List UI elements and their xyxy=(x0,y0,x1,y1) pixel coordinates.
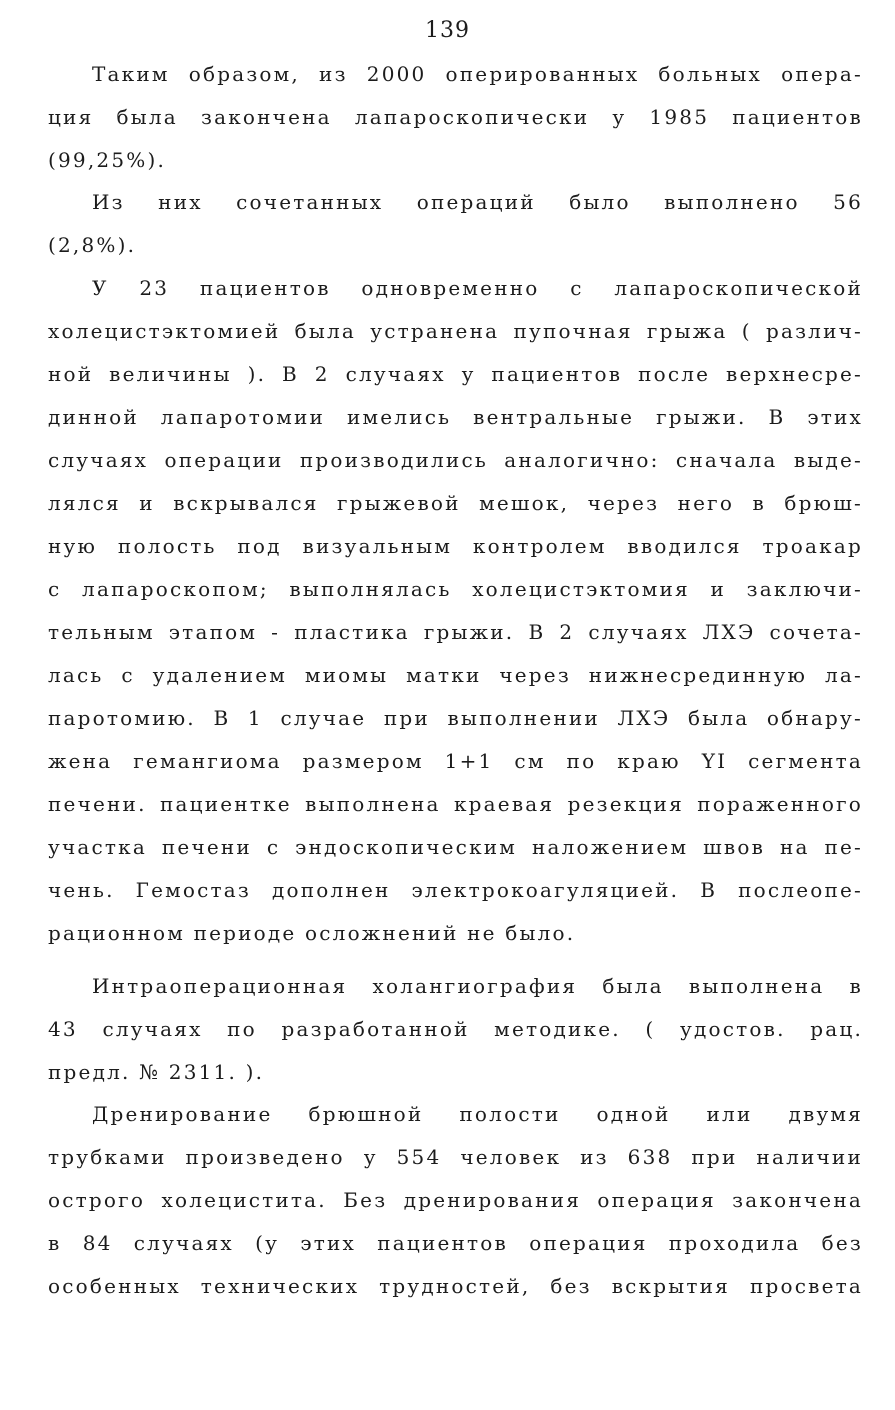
text-line: с лапароскопом; выполнялась холецистэктомия и заключи- xyxy=(48,577,863,601)
text-line: лась с удалением миомы матки через нижнесрединную ла- xyxy=(48,663,863,687)
text-line: 43 случаях по разработанной методике. ( удостов. рац. xyxy=(48,1017,863,1041)
paragraph-3 xyxy=(48,267,863,955)
paragraph-1 xyxy=(48,53,863,182)
text-line: особенных технических трудностей, без вскрытия просвета xyxy=(48,1274,863,1298)
text-line: холецистэктомией была устранена пупочная грыжа ( различ- xyxy=(48,319,863,343)
text-line: Таким образом, из 2000 оперированных больных опера- xyxy=(92,62,863,86)
text-line: острого холецистита. Без дренирования операция закончена xyxy=(48,1188,863,1212)
text-line: Дренирование брюшной полости одной или двумя xyxy=(92,1102,863,1126)
text-line: чень. Гемостаз дополнен электрокоагуляцией. В послеопе- xyxy=(48,878,863,902)
text-line: трубками произведено у 554 человек из 638 при наличии xyxy=(48,1145,863,1169)
text-line: в 84 случаях (у этих пациентов операция проходила без xyxy=(48,1231,863,1255)
text-line: случаях операции производились аналогично: сначала выде- xyxy=(48,448,863,472)
page-number: 139 xyxy=(425,18,470,43)
text-line: рационном периоде осложнений не было. xyxy=(48,921,576,945)
text-line: лялся и вскрывался грыжевой мешок, через него в брюш- xyxy=(48,491,863,515)
text-line: участка печени с эндоскопическим наложением швов на пе- xyxy=(48,835,863,859)
paragraph-2 xyxy=(48,181,863,267)
text-line: жена гемангиома размером 1+1 см по краю YI сегмента xyxy=(48,749,863,773)
text-line: (2,8%). xyxy=(48,233,137,257)
text-line: паротомию. В 1 случае при выполнении ЛХЭ была обнару- xyxy=(48,706,863,730)
text-line: тельным этапом - пластика грыжи. В 2 случаях ЛХЭ сочета- xyxy=(48,620,863,644)
paragraph-5 xyxy=(48,1093,863,1308)
text-line: динной лапаротомии имелись вентральные грыжи. В этих xyxy=(48,405,863,429)
text-line: Из них сочетанных операций было выполнено 56 xyxy=(92,190,863,214)
text-line: ной величины ). В 2 случаях у пациентов после верхнесре- xyxy=(48,362,863,386)
text-line: ную полость под визуальным контролем вводился троакар xyxy=(48,534,863,558)
text-line: предл. № 2311. ). xyxy=(48,1060,265,1084)
paragraph-4 xyxy=(48,965,863,1094)
text-line: У 23 пациентов одновременно с лапароскопической xyxy=(92,276,863,300)
text-line: Интраоперационная холангиография была выполнена в xyxy=(92,974,863,998)
text-line: (99,25%). xyxy=(48,148,167,172)
text-line: ция была закончена лапароскопически у 1985 пациентов xyxy=(48,105,863,129)
text-line: печени. пациентке выполнена краевая резекция пораженного xyxy=(48,792,863,816)
